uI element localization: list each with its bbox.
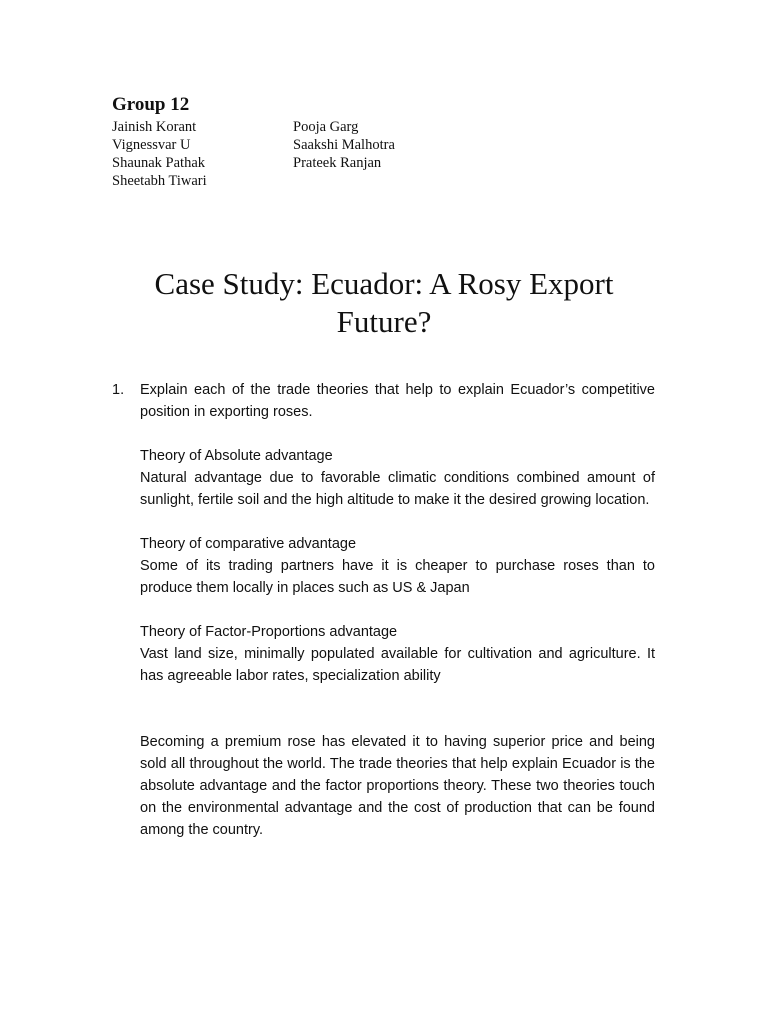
question-text: Explain each of the trade theories that help to explain Ecuador’s competitive position in exporting roses.: [140, 382, 655, 420]
case-study-title-line-1: Case Study: Ecuador: A Rosy Export: [154, 266, 614, 301]
member-name: Pooja Garg: [293, 119, 359, 135]
question-number: 1.: [112, 382, 125, 398]
section-body-comparative: Some of its trading partners have it is cheaper to purchase roses than to produce them locally in places such as US & Japan: [140, 558, 655, 596]
conclusion-paragraph: Becoming a premium rose has elevated it to having superior price and being sold all throughout the world. The trade theories that help explain Ecuador is the absolute advantage and the factor proportions theory. These two theories touch on the environmental advantage and the cost of production that can be found among the country.: [140, 734, 655, 838]
case-study-title: [100, 265, 668, 341]
members-left-column: [112, 118, 207, 190]
section-heading-comparative: Theory of comparative advantage: [140, 536, 357, 552]
section-heading-factor-proportions: Theory of Factor-Proportions advantage: [140, 624, 398, 640]
group-title: Group 12: [112, 94, 190, 115]
member-name: Sheetabh Tiwari: [112, 173, 207, 189]
member-name: Jainish Korant: [112, 119, 197, 135]
member-name: Prateek Ranjan: [293, 155, 382, 171]
member-name: Vignessvar U: [112, 137, 191, 153]
member-name: Saakshi Malhotra: [293, 137, 395, 153]
case-study-title-line-2: Future?: [336, 304, 432, 339]
section-body-factor-proportions: Vast land size, minimally populated available for cultivation and agriculture. It has agreeable labor rates, specialization ability: [140, 646, 655, 684]
section-heading-absolute: Theory of Absolute advantage: [140, 448, 333, 464]
members-right-column: [293, 118, 395, 172]
answer-body: [140, 379, 655, 841]
member-name: Shaunak Pathak: [112, 155, 206, 171]
section-body-absolute: Natural advantage due to favorable climatic conditions combined amount of sunlight, fertile soil and the high altitude to make it the desired growing location.: [140, 470, 655, 508]
